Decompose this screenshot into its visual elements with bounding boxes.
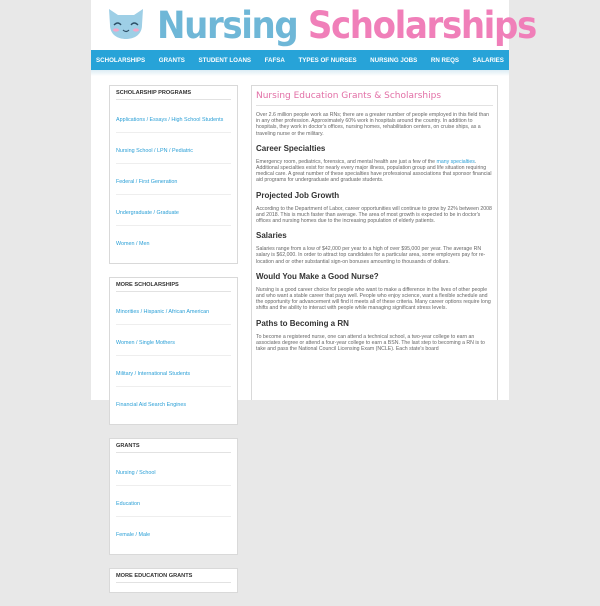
- sidebar-item: [116, 164, 231, 195]
- nav-shadow: [91, 70, 509, 76]
- sidebar-link-search-engines[interactable]: Financial Aid Search Engines: [116, 402, 187, 408]
- sidebar-link-nursing-school[interactable]: Nursing School / LPN / Pediatric: [116, 148, 194, 154]
- nav-fafsa[interactable]: FAFSA: [264, 56, 285, 64]
- page: [91, 0, 536, 579]
- intro-paragraph: Over 2.6 million people work as RNs; there are a greater number of people employed in this field than in any other profession. Approximately 60% work in hospitals around the country. In addition to hospitals, they work in doctor's offices, nursing homes, rehabilitation centers, on cruise ships, as a traveling nurse or the military.: [256, 112, 489, 137]
- nav-rn-reqs[interactable]: RN REQS: [430, 56, 460, 64]
- sidebar-link-undergraduate[interactable]: Undergraduate / Graduate: [116, 210, 179, 216]
- sidebar-item: [116, 517, 231, 547]
- section-paragraph-job-growth: According to the Department of Labor, career opportunities will continue to grow by 22% between 2008 and 2018. This is much faster than average. The area of most growth is expected to be in doctor's offices and nursing homes due to the increasing population of elderly patients.: [256, 205, 492, 225]
- nav-salaries[interactable]: SALARIES: [472, 56, 504, 64]
- section-heading-job-growth: Projected Job Growth: [256, 190, 340, 200]
- sidebar-box-title: MORE EDUCATION GRANTS: [116, 573, 231, 583]
- many-specialties-link[interactable]: many specialties: [436, 158, 475, 165]
- section-heading-good-nurse: Would You Make a Good Nurse?: [256, 271, 379, 281]
- sidebar-box-title: MORE SCHOLARSHIPS: [116, 282, 231, 292]
- section-heading-career-specialties: Career Specialties: [256, 143, 326, 153]
- sidebar-item: [116, 226, 231, 256]
- section-paragraph-salaries: Salaries range from a low of $42,000 per year to a high of over $95,000 per year. The average RN salary is $62,000. In order to attract top candidates for a particular area, some employers pay for re-location and or other substantial sign-on bonuses amounting to thousands of dollars.: [256, 246, 486, 265]
- logo-word-scholarships: Scholarships: [307, 4, 536, 47]
- sidebar-link-minorities[interactable]: Minorities / Hispanic / African American: [116, 309, 210, 315]
- sidebar-link-education[interactable]: Education: [116, 501, 140, 507]
- sidebar-item: [116, 356, 231, 387]
- nav-types-of-nurses[interactable]: TYPES OF NURSES: [298, 56, 357, 64]
- sidebar-item: [116, 455, 231, 486]
- sidebar-box-scholarship-programs: [109, 85, 238, 264]
- nav-scholarships[interactable]: SCHOLARSHIPS: [96, 56, 146, 64]
- section-paragraph-paths-rn: To become a registered nurse, one can attend a technical school, a two-year college to earn an associates degree or attend a four-year college to earn a BSN. The last step to becoming a RN is to take and pass the National Council Licensing Exam (NCLE). Each state's board: [256, 333, 485, 353]
- sidebar-item: [116, 102, 231, 133]
- section-paragraph-career-specialties: [256, 159, 493, 184]
- page-title: Nursing Education Grants & Scholarships: [256, 91, 493, 106]
- sidebar-item: [116, 387, 231, 417]
- sidebar-box-more-scholarships: [109, 277, 238, 425]
- nav-nursing-jobs[interactable]: NURSING JOBS: [370, 56, 418, 64]
- site-header: [91, 0, 536, 50]
- paragraph-text: Emergency room, pediatrics, forensics, and mental health are just a few of the: [256, 158, 437, 165]
- sidebar-link-female-male[interactable]: Female / Male: [116, 532, 151, 538]
- sidebar-link-single-mothers[interactable]: Women / Single Mothers: [116, 340, 175, 346]
- sidebar: [109, 85, 238, 606]
- sidebar-item: [116, 486, 231, 517]
- sidebar-box-more-education-grants: [109, 568, 238, 593]
- logo-word-nursing: Nursing: [157, 4, 298, 47]
- sidebar-link-applications[interactable]: Applications / Essays / High School Students: [116, 117, 224, 123]
- main-nav: [91, 50, 509, 70]
- sidebar-box-grants: [109, 438, 238, 555]
- sidebar-link-military[interactable]: Military / International Students: [116, 371, 191, 377]
- sidebar-link-women-men[interactable]: Women / Men: [116, 241, 150, 247]
- sidebar-item: [116, 195, 231, 226]
- site-logo[interactable]: [157, 3, 536, 49]
- sidebar-box-title: GRANTS: [116, 443, 231, 453]
- section-paragraph-good-nurse: Nursing is a good career choice for people who want to make a difference in the lives of other people and who want a stable career that pays well. People who enjoy science, want a flexible schedule and the opportunity for advancement will find it meets all of these criteria. Many career options require long shifts and the ability to interact with people while managing significant stress levels.: [256, 286, 491, 312]
- main-content: [251, 85, 498, 400]
- nav-student-loans[interactable]: STUDENT LOANS: [198, 56, 252, 64]
- section-heading-paths-rn: Paths to Becoming a RN: [256, 318, 349, 328]
- section-heading-salaries: Salaries: [256, 231, 287, 241]
- cat-icon[interactable]: [106, 5, 146, 41]
- sidebar-link-nursing-school-grants[interactable]: Nursing / School: [116, 470, 156, 476]
- sidebar-item: [116, 325, 231, 356]
- sidebar-item: [116, 294, 231, 325]
- sidebar-link-federal[interactable]: Federal / First Generation: [116, 179, 178, 185]
- nav-grants[interactable]: GRANTS: [158, 56, 185, 64]
- sidebar-item: [116, 133, 231, 164]
- paragraph-text: . Additional specialties exist for nearly every major illness, population group and life situation requiring medical care. A great number of these specialties have professional associations that sponsor financial aid programs for undergraduate and graduate students.: [256, 158, 492, 184]
- sidebar-box-title: SCHOLARSHIP PROGRAMS: [116, 90, 231, 100]
